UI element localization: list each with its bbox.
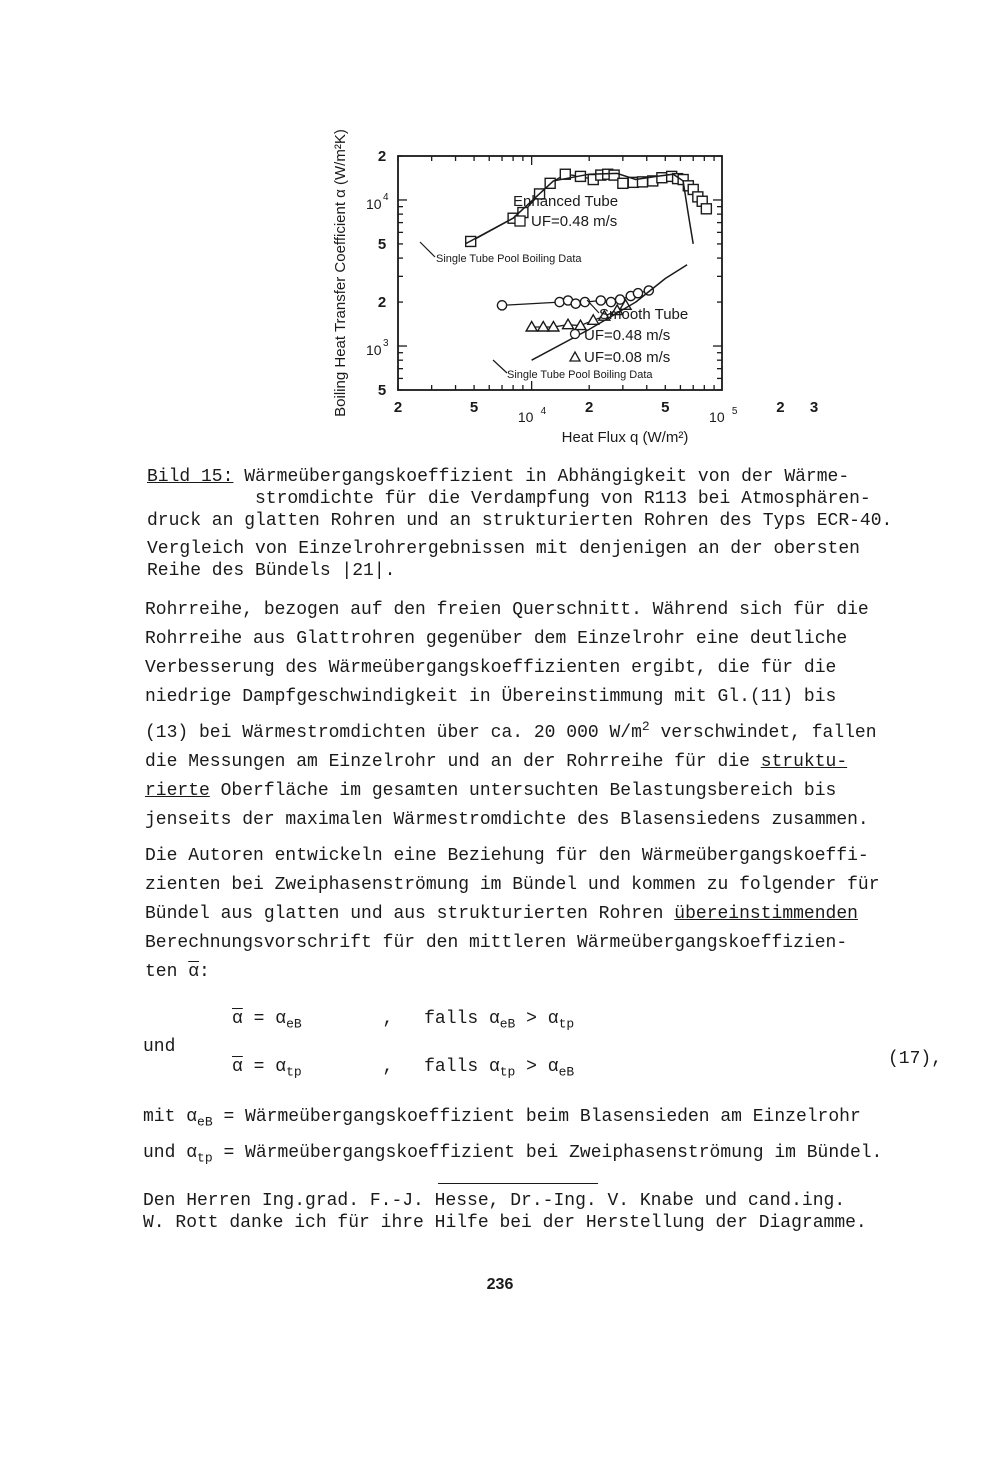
y-tick-exponent: 4 <box>383 191 389 203</box>
annotation-single-tube-smooth: Single Tube Pool Boiling Data <box>507 369 653 381</box>
caption-line-2: stromdichte für die Verdampfung von R113 bei Atmosphären- <box>255 489 871 509</box>
x-tick-label: 3 <box>809 399 819 416</box>
definitions <box>143 1102 882 1173</box>
ack-line-1: Den Herren Ing.grad. F.-J. Hesse, Dr.-Ing. V. Knabe und cand.ing. <box>143 1191 846 1211</box>
enhanced-tube-point <box>701 204 711 214</box>
y-tick-label: 5 <box>377 235 387 253</box>
y-tick-label: 5 <box>377 382 387 399</box>
smooth-tube-point-008 <box>526 321 537 331</box>
p1-line-1: Rohrreihe, bezogen auf den freien Querschnitt. Während sich für die <box>145 600 869 620</box>
caption-line-4: Vergleich von Einzelrohrergebnissen mit denjenigen an der obersten <box>147 539 860 559</box>
y-tick-label: 10 <box>366 195 382 212</box>
eq-number: (17), <box>888 1049 943 1069</box>
x-tick-label: 5 <box>661 399 670 416</box>
def-line-1: mit $\alpha_{eB}$ = Wärmeübergangskoeffizient beim Blasensieden am Einzelrohr <box>143 1107 861 1130</box>
p2-line-2: zienten bei Zweiphasenströmung im Bündel und kommen zu folgender für <box>145 875 880 895</box>
y-tick-label: 2 <box>377 148 387 165</box>
footnote-rule <box>438 1183 598 1184</box>
eq-line-1: $\overline{\alpha} = \alpha_{eB}$ , falls $\alpha_{eB} > \alpha_{tp}$ <box>232 1009 575 1032</box>
annotation-leader <box>493 360 507 373</box>
x-tick-label: 2 <box>776 399 785 416</box>
eq-line-2: $\overline{\alpha} = \alpha_{tp}$ , falls $\alpha_{tp} > \alpha_{eB}$ <box>232 1057 575 1080</box>
p1-line-3: Verbesserung des Wärmeübergangskoeffizienten ergibt, die für die <box>145 658 837 678</box>
p1-line-8: jenseits der maximalen Wärmestromdichte des Blasensiedens zusammen. <box>145 810 869 830</box>
annotation-leader <box>420 242 435 257</box>
x-axis-title: Heat Flux q (W/m²) <box>561 429 689 446</box>
figure-caption <box>147 466 892 582</box>
enhanced-tube-point <box>657 173 667 183</box>
p2-line-5: ten $\overline{\alpha}$: <box>145 962 210 982</box>
p2-line-4: Berechnungsvorschrift für den mittleren Wärmeübergangskoeffizien- <box>145 933 848 953</box>
annotation-smooth-tube: Smooth Tube <box>599 306 689 323</box>
x-tick-label: 2 <box>393 399 403 416</box>
caption-line-3: druck an glatten Rohren und an strukturierten Rohren des Typs ECR-40. <box>147 511 893 531</box>
page-number: 236 <box>486 1276 514 1293</box>
y-tick-label: 2 <box>377 294 387 312</box>
caption-line-5: Reihe des Bündels |21|. <box>147 561 396 581</box>
y-axis-title: Boiling Heat Transfer Coefficient α (W/m²K) <box>332 129 349 417</box>
paragraph-2 <box>145 842 880 987</box>
smooth-tube-point-048 <box>555 297 564 306</box>
caption-line-1: Wärmeübergangskoeffizient in Abhängigkeit von der Wärme- <box>244 467 850 487</box>
p1-line-7: rierte Oberfläche im gesamten untersuchten Belastungsbereich bis <box>145 781 837 801</box>
smooth-tube-point-008 <box>588 315 599 325</box>
chart-svg <box>325 129 819 460</box>
p1-line-5: (13) bei Wärmestromdichten über ca. 20 000 $W/m^2$ verschwindet, fallen <box>145 719 877 743</box>
eq-und: und <box>143 1037 176 1057</box>
legend-triangle <box>570 352 580 361</box>
smooth-tube-point-048 <box>596 296 605 305</box>
paragraph-1 <box>145 596 877 835</box>
annotation-enhanced-velocity: UF=0.48 m/s <box>531 213 618 230</box>
x-tick-label: 5 <box>469 399 479 416</box>
acknowledgement <box>143 1190 867 1234</box>
annotation-smooth-048: UF=0.48 m/s <box>584 327 671 344</box>
caption-label: Bild 15: <box>147 467 234 487</box>
smooth-tube-point-008 <box>538 321 549 331</box>
x-tick-exponent: 5 <box>731 406 738 417</box>
smooth-tube-point-048 <box>571 299 580 308</box>
x-tick-exponent: 4 <box>540 406 547 417</box>
annotation-smooth-008: UF=0.08 m/s <box>584 349 671 366</box>
x-tick-label: 10 <box>709 409 725 425</box>
heat-transfer-chart <box>325 129 819 460</box>
def-line-2: und $\alpha_{tp}$ = Wärmeübergangskoeffizient bei Zweiphasenströmung im Bündel. <box>143 1142 883 1166</box>
smooth-tube-point-048 <box>497 301 506 310</box>
annotation-single-tube-enhanced: Single Tube Pool Boiling Data <box>436 253 582 265</box>
annotation-enhanced-tube: Enhanced Tube <box>513 193 619 210</box>
p2-line-3: Bündel aus glatten und aus strukturierten Rohren übereinstimmenden <box>145 904 858 924</box>
p1-line-2: Rohrreihe aus Glattrohren gegenüber dem Einzelrohr eine deutliche <box>145 629 848 649</box>
ack-line-2: W. Rott danke ich für ihre Hilfe bei der Herstellung der Diagramme. <box>143 1213 867 1233</box>
smooth-tube-point-008 <box>563 319 574 329</box>
p2-line-1: Die Autoren entwickeln eine Beziehung für den Wärmeübergangskoeffi- <box>145 846 869 866</box>
legend-square <box>515 216 525 226</box>
p1-line-4: niedrige Dampfgeschwindigkeit in Übereinstimmung mit Gl.(11) bis <box>145 687 837 707</box>
enhanced-tube-point <box>618 178 628 188</box>
p1-line-6: die Messungen am Einzelrohr und an der Rohrreihe für die struktu- <box>145 752 848 772</box>
x-tick-label: 10 <box>517 409 534 425</box>
y-tick-exponent: 3 <box>383 338 389 350</box>
x-tick-label: 2 <box>585 399 594 416</box>
legend-circle <box>571 330 580 339</box>
smooth-tube-point-048 <box>633 289 642 298</box>
y-tick-label: 10 <box>366 342 382 359</box>
